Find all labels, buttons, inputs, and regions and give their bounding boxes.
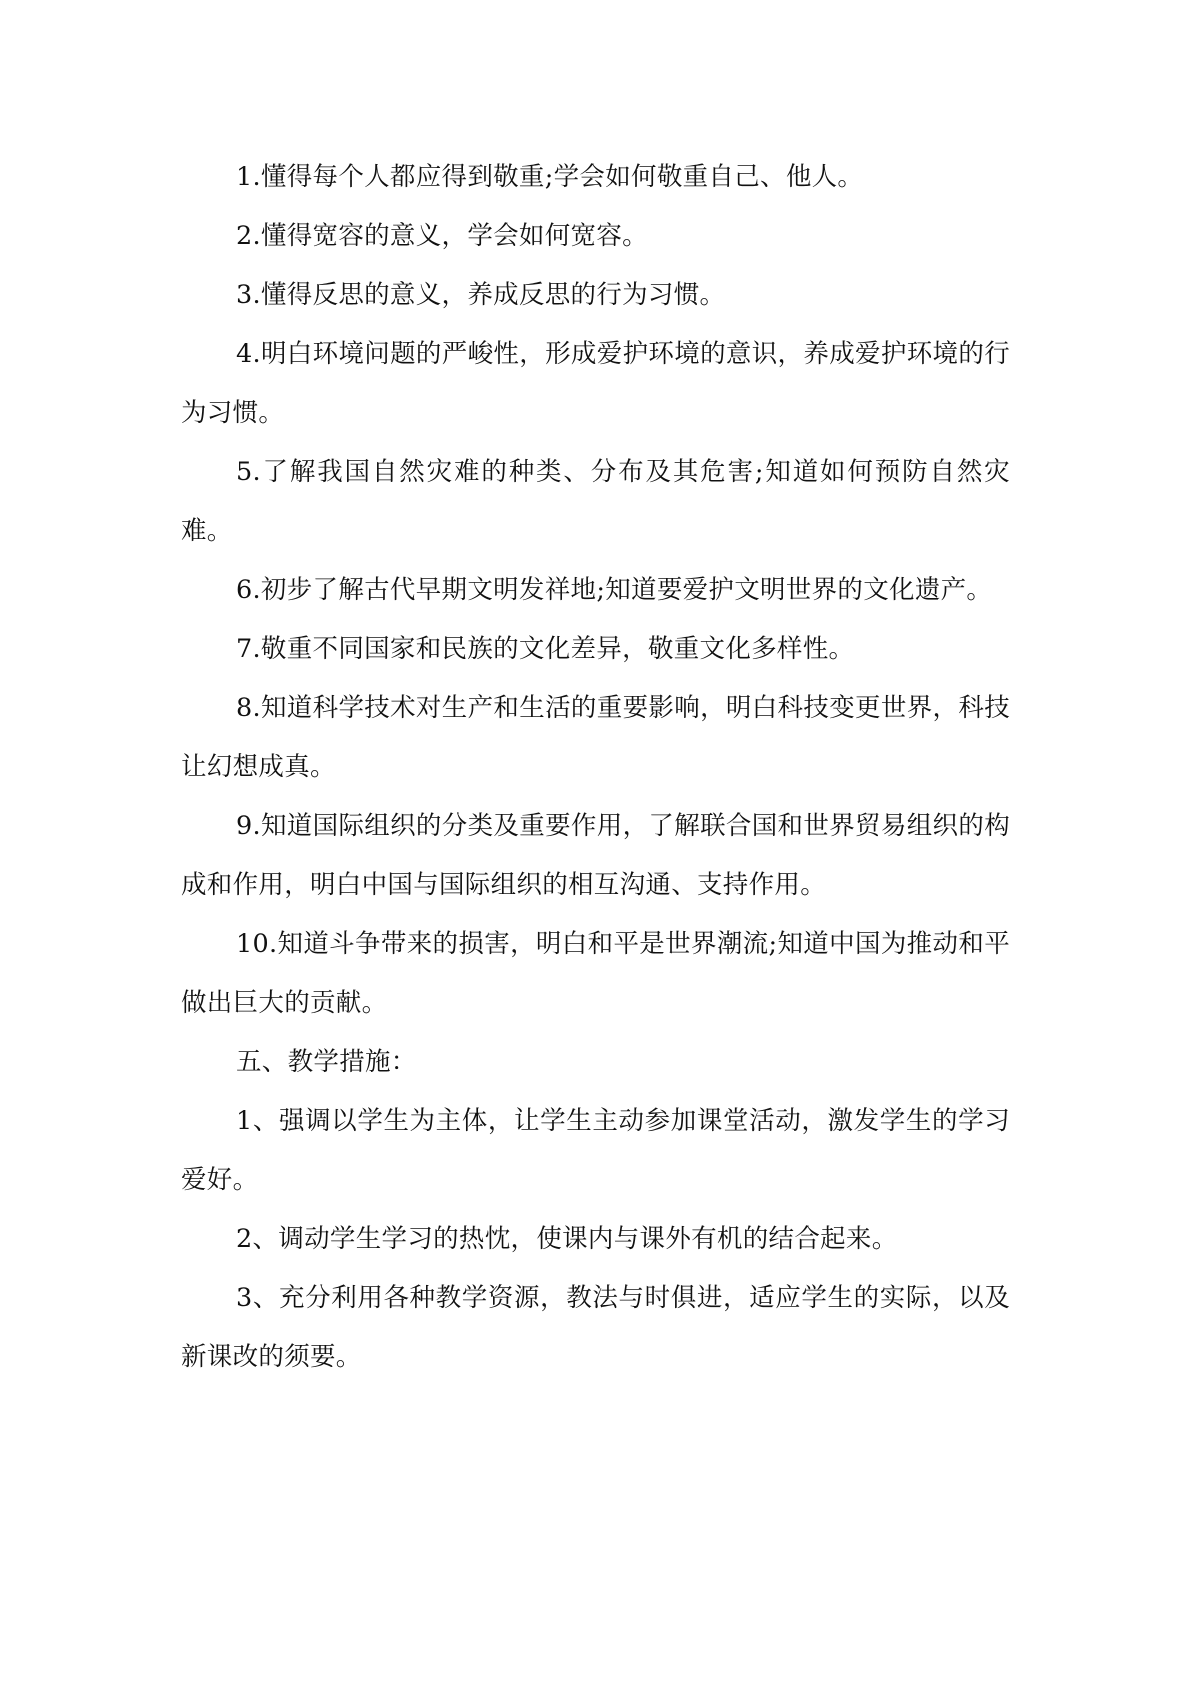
goal-item-6: 6.初步了解古代早期文明发祥地;知道要爱护文明世界的文化遗产。 bbox=[236, 575, 993, 605]
goal-item-4: 4.明白环境问题的严峻性，形成爱护环境的意识，养成爱护环境的行为习惯。 bbox=[181, 339, 1010, 428]
goal-item-5: 5.了解我国自然灾难的种类、分布及其危害;知道如何预防自然灾难。 bbox=[181, 457, 1010, 546]
goal-item-2: 2.懂得宽容的意义，学会如何宽容。 bbox=[236, 221, 648, 251]
goal-item-9: 9.知道国际组织的分类及重要作用，了解联合国和世界贸易组织的构成和作用，明白中国与国际组织的相互沟通、支持作用。 bbox=[181, 811, 1010, 900]
goal-item-1: 1.懂得每个人都应得到敬重;学会如何敬重自己、他人。 bbox=[236, 162, 864, 192]
measure-item-2: 2、调动学生学习的热忱，使课内与课外有机的结合起来。 bbox=[236, 1224, 898, 1254]
measure-item-1: 1、强调以学生为主体，让学生主动参加课堂活动，激发学生的学习爱好。 bbox=[181, 1106, 1010, 1195]
goal-item-3: 3.懂得反思的意义，养成反思的行为习惯。 bbox=[236, 280, 726, 310]
goal-item-7: 7.敬重不同国家和民族的文化差异，敬重文化多样性。 bbox=[236, 634, 855, 664]
measure-item-3: 3、充分利用各种教学资源，教法与时俱进，适应学生的实际，以及新课改的须要。 bbox=[181, 1283, 1010, 1372]
goal-item-8: 8.知道科学技术对生产和生活的重要影响，明白科技变更世界，科技让幻想成真。 bbox=[181, 693, 1010, 782]
section-heading-teaching-measures: 五、教学措施： bbox=[236, 1047, 417, 1077]
goal-item-10: 10.知道斗争带来的损害，明白和平是世界潮流;知道中国为推动和平做出巨大的贡献。 bbox=[181, 929, 1010, 1018]
